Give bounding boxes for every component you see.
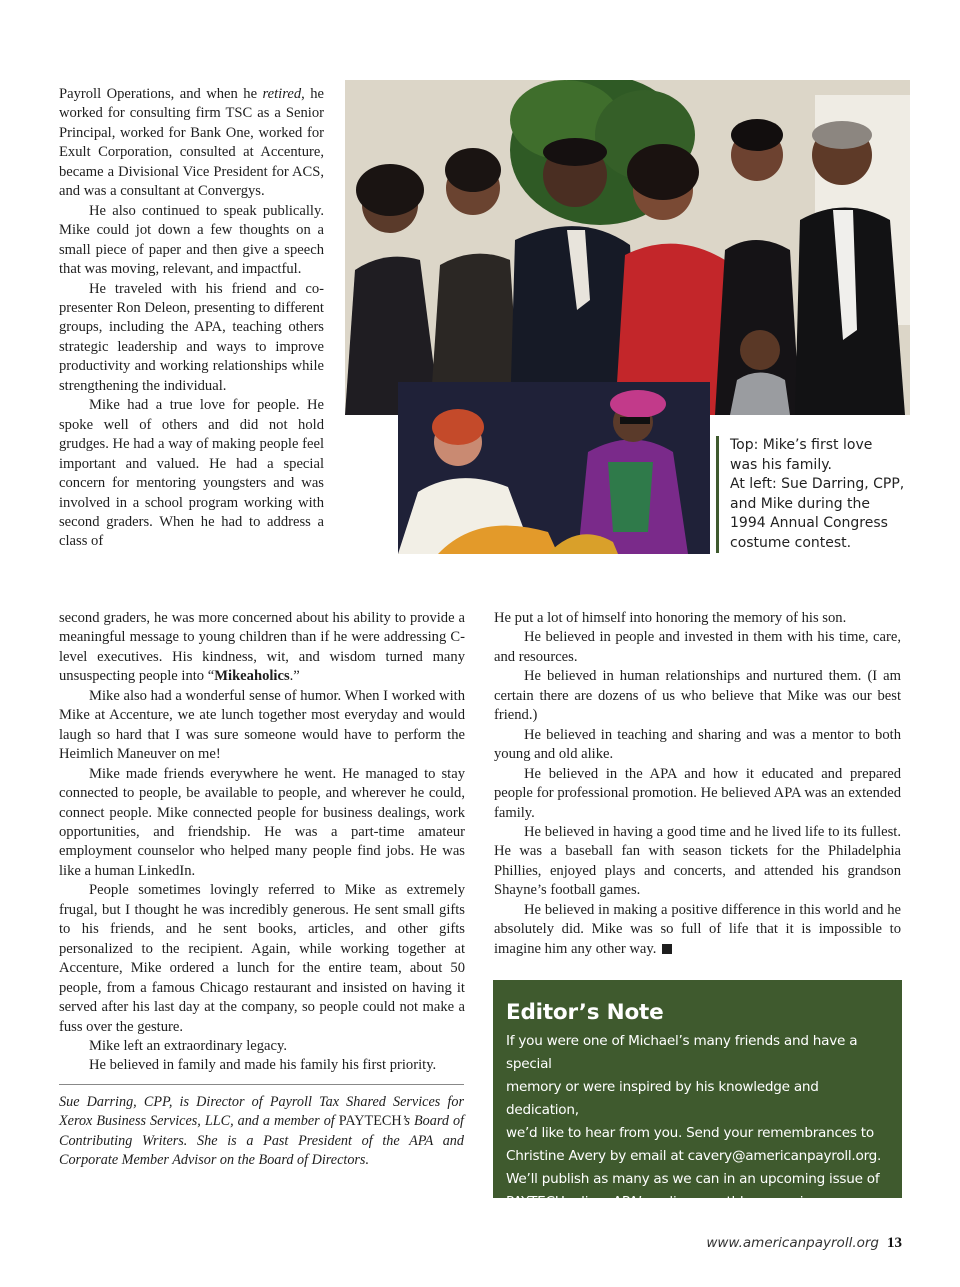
bold-term: Mikeaholics (214, 668, 290, 685)
body-paragraph: He believed in the APA and how it educated and prepared people for professional promotion. He believed APA was an extended family. (494, 765, 901, 821)
body-paragraph: Mike made friends everywhere he went. He managed to stay connected to people, be available to people, and wherever he could, connect people. Mike connected people for business dealings, work opportunities, and friendship. He was a part-time amateur employment counselor who helped many people find jobs. He was like a human LinkedIn. (59, 765, 465, 879)
photo-caption (716, 436, 930, 553)
article-column-left-bottom (59, 609, 465, 1076)
article-column-left-top (59, 85, 324, 552)
editors-note-body (506, 1030, 890, 1214)
body-paragraph (494, 901, 901, 959)
caption-line: 1994 Annual Congress (730, 515, 888, 531)
byline-divider (59, 1084, 464, 1085)
body-paragraph (59, 609, 465, 687)
family-photo (345, 80, 910, 415)
bio-text: Sue Darring, CPP, is Director of Payroll Tax Shared Services for Xerox Business Services, LLC, and a member of (59, 1094, 464, 1130)
article-column-right (494, 609, 901, 959)
body-paragraph: People sometimes lovingly referred to Mike as extremely frugal, but I thought he was incredibly generous. He sent small gifts to his friends, and he sent books, articles, and other gifts personalized to the recipient. Again, while working together at Accenture, Mike ordered a lunch for the entire team, about 50 people, from a famous Chicago restaurant and insisted on having it served after his last day at the company, so people could not make a fuss over the gesture. (59, 882, 465, 1035)
footer-url: www.americanpayroll.org (706, 1235, 879, 1251)
end-of-article-mark (662, 944, 672, 954)
paragraph-text: , he worked for consulting firm TSC as a Senior Principal, worked for Bank One, worked for Exult Corporation, consulted at Accenture, became a Divisional Vice President for ACS, and was a consultant at Convergys. (59, 86, 324, 200)
body-paragraph: He believed in people and invested in them with his time, care, and resources. (494, 629, 901, 665)
body-paragraph: Mike had a true love for people. He spoke well of others and did not hold grudges. He had a way of making people feel important and valued. He had a special concern for mentoring youngsters and was involved in a school program working with second graders. When he had to address a class of (59, 397, 324, 550)
body-paragraph: He believed in having a good time and he lived life to its fullest. He was a baseball fan with season tickets for the Philadelphia Phillies, enjoyed plays and concerts, and attended his grandson Shayne’s football games. (494, 823, 901, 899)
caption-line: costume contest. (730, 534, 852, 551)
body-paragraph: He believed in teaching and sharing and was a mentor to both young and old alike. (494, 726, 901, 763)
caption-line: At left: Sue Darring, CPP, (730, 476, 905, 492)
body-paragraph: He believed in family and made his family his first priority. (89, 1057, 437, 1074)
page-footer (706, 1235, 902, 1252)
body-paragraph: Mike also had a wonderful sense of humor. When I worked with Mike at Accenture, we ate lunch together most everyday and would laugh so hard that I was sure someone would have to perform the Heimlich Maneuver on me! (59, 687, 465, 763)
note-line: Christine Avery by email at cavery@americanpayroll.org. (506, 1148, 882, 1164)
note-line: We’ll publish as many as we can in an upcoming issue of (506, 1171, 880, 1187)
note-line: If you were one of Michael’s many friends and have a special (506, 1033, 858, 1072)
caption-line: was his family. (730, 456, 832, 473)
paragraph-text: He believed in making a positive difference in this world and he absolutely did. Mike was so full of life that it is impossible to imagine him any other way. (494, 901, 901, 957)
editors-note-box (493, 980, 902, 1210)
bio-org: PAYTECH (338, 1113, 402, 1130)
costume-photo-illustration (398, 382, 710, 554)
paragraph-text: Payroll Operations, and when he (59, 86, 263, 102)
paragraph-text: .” (289, 668, 300, 685)
note-line: PAYTECHonline, APA’s online monthly magazine. (506, 1194, 824, 1210)
caption-line: Top: Mike’s first love (730, 437, 873, 453)
body-paragraph: He put a lot of himself into honoring the memory of his son. (494, 610, 847, 626)
family-photo-illustration (345, 80, 910, 415)
body-paragraph: He traveled with his friend and co-presenter Ron Deleon, presenting to different groups, including the APA, teaching others strategic leadership and ways to improve productivity and working relationships while strengthening the individual. (59, 280, 324, 394)
author-bio (59, 1093, 464, 1171)
caption-line: and Mike during the (730, 495, 871, 512)
paragraph-text: second graders, he was more concerned about his ability to provide a meaningful message to young children than if he were addressing C-level executives. His kindness, wit, and wisdom turned many unsuspecting people into “ (59, 610, 465, 685)
editors-note-title: Editor’s Note (506, 1000, 664, 1025)
page-number: 13 (887, 1235, 902, 1251)
costume-contest-photo (398, 382, 710, 554)
body-paragraph: He believed in human relationships and nurtured them. (I am certain there are dozens of us who believe that Mike was our best friend.) (494, 668, 901, 724)
body-paragraph (59, 85, 324, 202)
emphasis-text: retired (262, 86, 302, 102)
bio-text: ’s Board of Contributing Writers. She is a Past President of the APA and Corporate Member Advisor on the Board of Directors. (59, 1113, 464, 1169)
note-line: memory or were inspired by his knowledge and dedication, (506, 1079, 819, 1118)
note-line: we’d like to hear from you. Send your remembrances to (506, 1125, 874, 1141)
body-paragraph: He also continued to speak publically. Mike could jot down a few thoughts on a small piece of paper and then give a speech that was moving, relevant, and impactful. (59, 202, 324, 278)
body-paragraph: Mike left an extraordinary legacy. (89, 1037, 288, 1054)
